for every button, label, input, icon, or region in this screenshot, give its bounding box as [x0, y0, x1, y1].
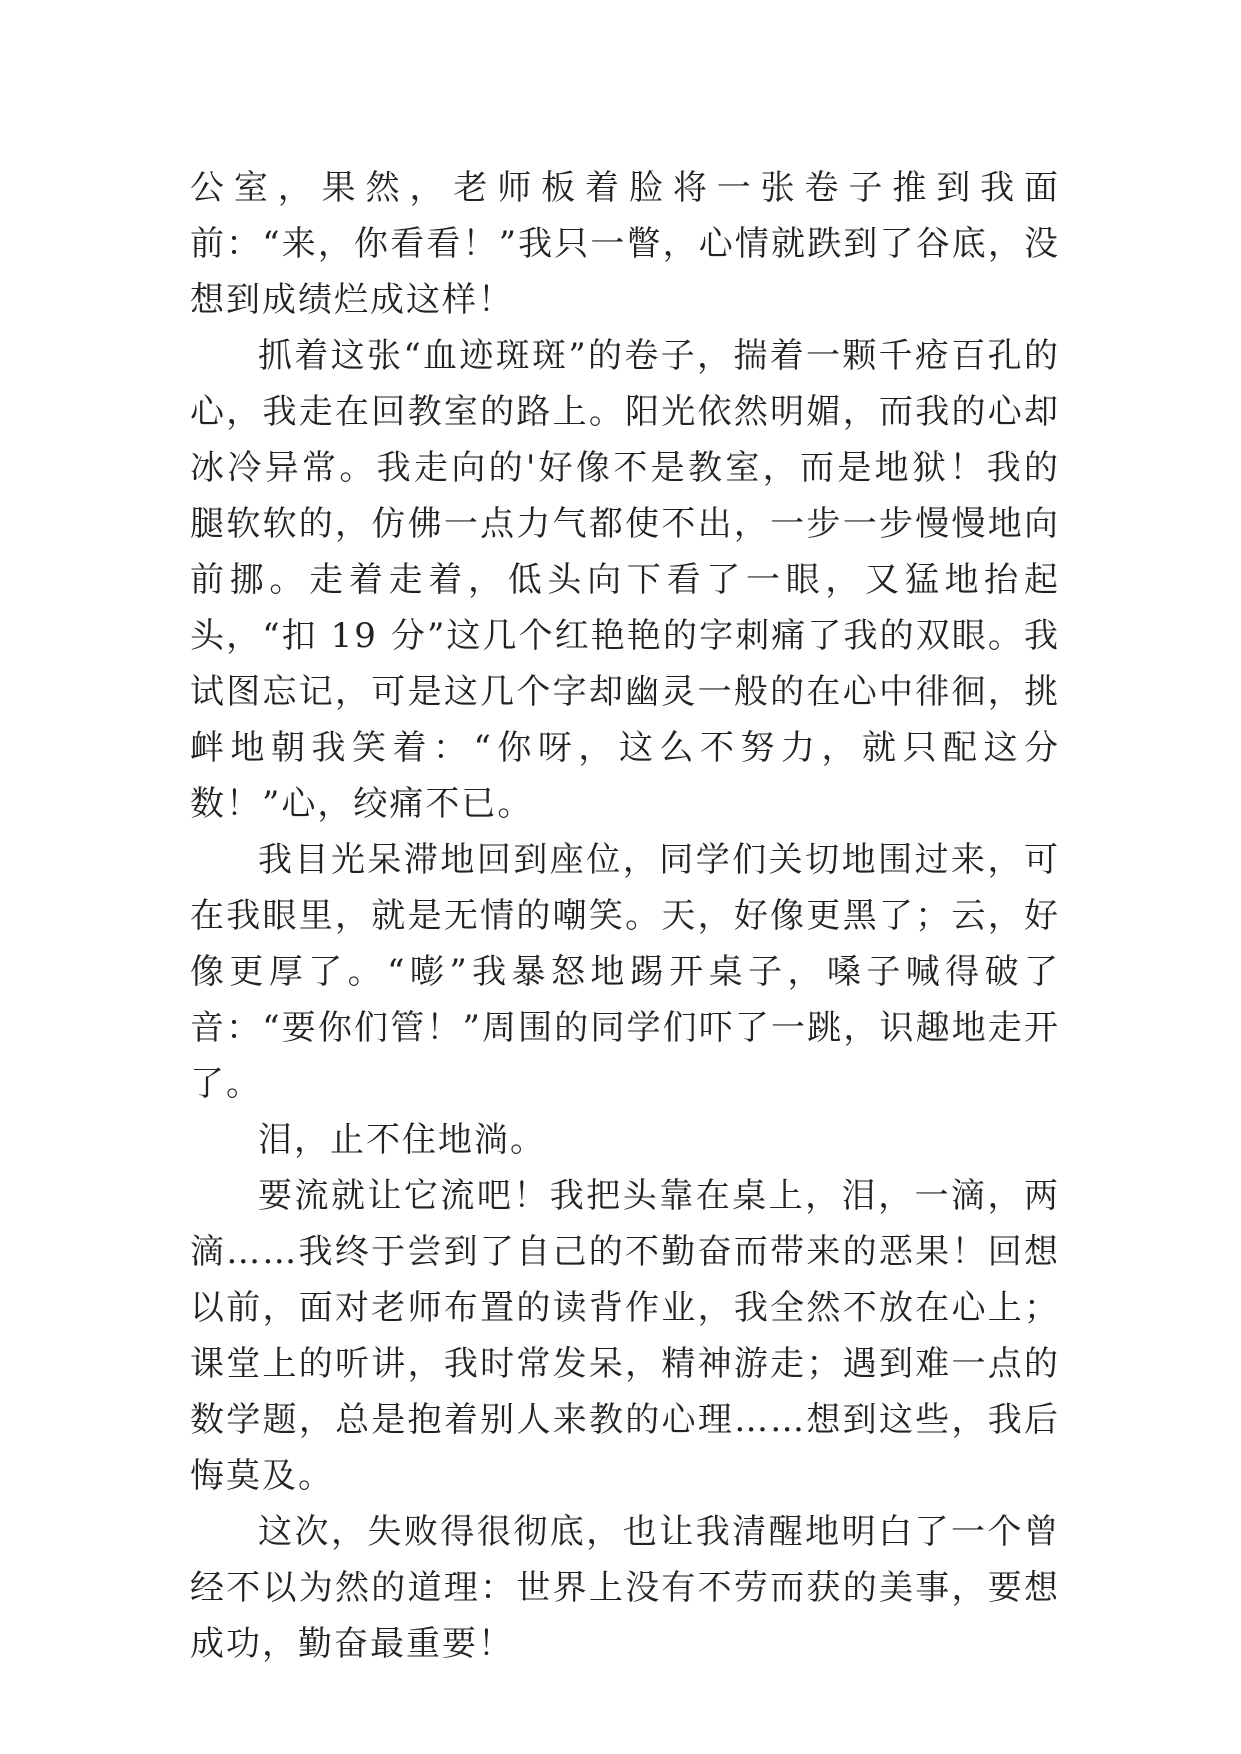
paragraph-classroom: 我目光呆滞地回到座位，同学们关切地围过来，可在我眼里，就是无情的嘲笑。天，好像更黑了；云，好像更厚了。“嘭”我暴怒地踢开桌子，嗓子喊得破了音：“要你们管！”周围的同学们吓了一跳，识趣地走开了。: [190, 840, 1060, 1104]
essay-body: [190, 160, 1060, 1672]
paragraph-tears: 泪，止不住地淌。: [258, 1120, 546, 1160]
paragraph-regret: 要流就让它流吧！我把头靠在桌上，泪，一滴，两滴……我终于尝到了自己的不勤奋而带来的恶果！回想以前，面对老师布置的读背作业，我全然不放在心上；课堂上的听讲，我时常发呆，精神游走；遇到难一点的数学题，总是抱着别人来教的心理……想到这些，我后悔莫及。: [190, 1176, 1060, 1496]
paragraph-continuation: 公室，果然，老师板着脸将一张卷子推到我面前：“来，你看看！”我只一瞥，心情就跌到了谷底，没想到成绩烂成这样！: [190, 168, 1060, 320]
paragraph-conclusion: 这次，失败得很彻底，也让我清醒地明白了一个曾经不以为然的道理：世界上没有不劳而获的美事，要想成功，勤奋最重要！: [190, 1512, 1060, 1664]
paragraph-walking-back: 抓着这张“血迹斑斑”的卷子，揣着一颗千疮百孔的心，我走在回教室的路上。阳光依然明媚，而我的心却冰冷异常。我走向的'好像不是教室，而是地狱！我的腿软软的，仿佛一点力气都使不出，一步一步慢慢地向前挪。走着走着，低头向下看了一眼，又猛地抬起头，“扣 19 分”这几个红艳艳的字刺痛了我的双眼。我试图忘记，可是这几个字却幽灵一般的在心中徘徊，挑衅地朝我笑着：“你呀，这么不努力，就只配这分数！”心，绞痛不已。: [190, 336, 1060, 824]
